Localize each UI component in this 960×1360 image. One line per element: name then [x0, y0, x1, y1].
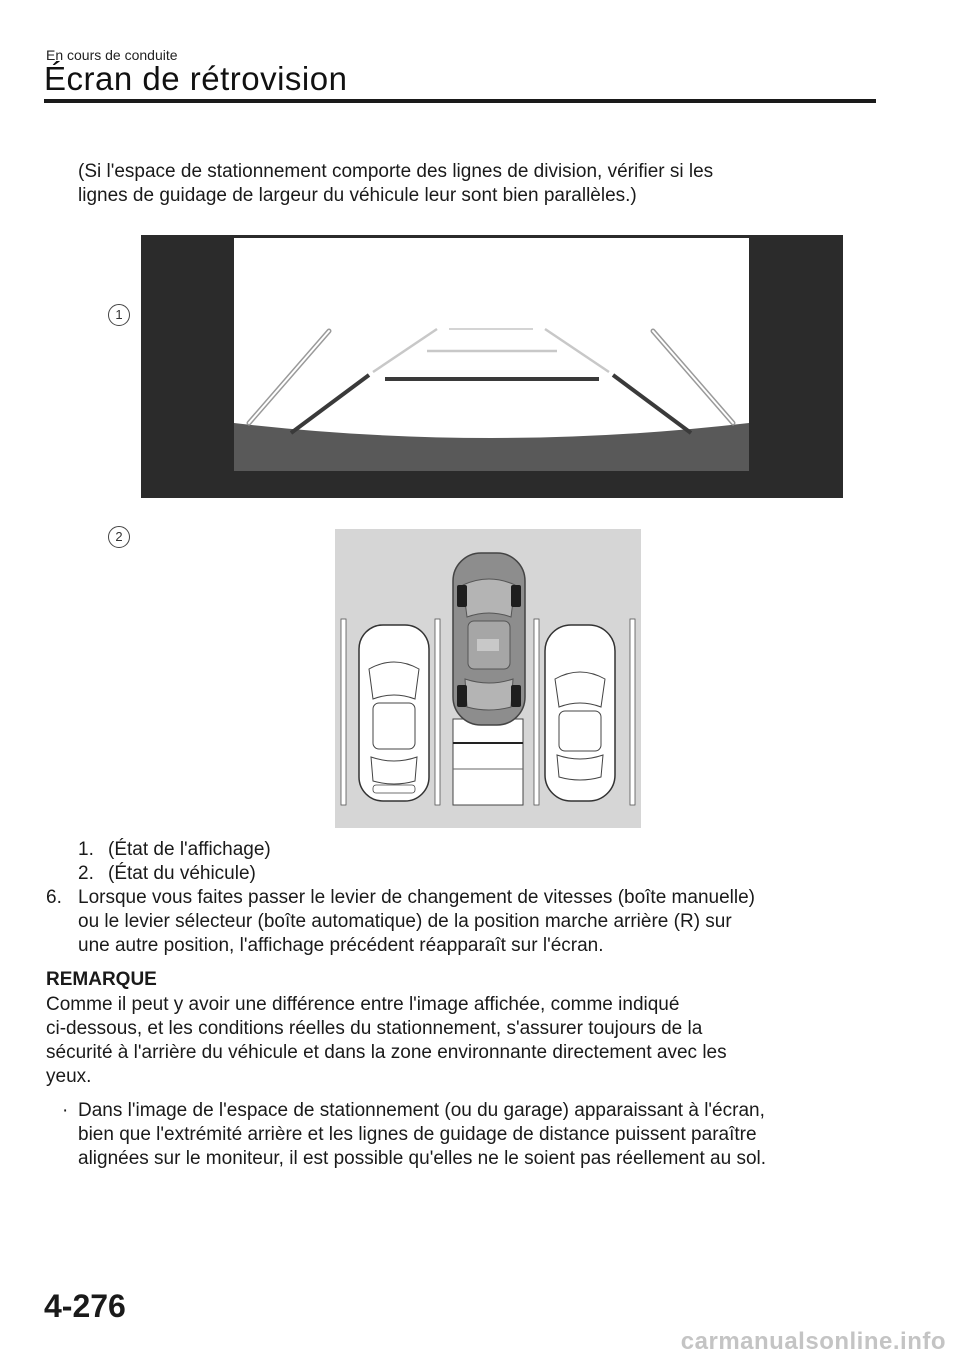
bullet-line-1: Dans l'image de l'espace de stationnement (ou du garage) apparaissant à l'écran,: [78, 1100, 765, 1121]
parked-car-left: [359, 625, 429, 801]
caption-2-number: 2.: [78, 863, 94, 884]
intro-line-2: lignes de guidage de largeur du véhicule leur sont bien parallèles.): [78, 185, 637, 206]
remark-line-2: ci-dessous, et les conditions réelles du stationnement, s'assurer toujours de la: [46, 1018, 703, 1039]
section-label: En cours de conduite: [46, 47, 178, 63]
parked-car-right: [545, 625, 615, 801]
remark-line-3: sécurité à l'arrière du véhicule et dans la zone environnante directement avec les: [46, 1042, 727, 1063]
page-title: Écran de rétrovision: [44, 60, 348, 97]
intro-line-1: (Si l'espace de stationnement comporte des lignes de division, vérifier si les: [78, 161, 714, 182]
caption-2-text: (État du véhicule): [108, 863, 256, 884]
reversing-car: [453, 553, 525, 725]
remark-line-4: yeux.: [46, 1066, 92, 1087]
caption-1-number: 1.: [78, 839, 94, 860]
bullet-marker: ·: [62, 1100, 69, 1121]
callout-2: 2: [108, 526, 130, 548]
bullet-line-2: bien que l'extrémité arrière et les lignes de guidage de distance puissent paraître: [78, 1124, 757, 1145]
bullet-line-3: alignées sur le moniteur, il est possible qu'elles ne le soient pas réellement au sol.: [78, 1148, 767, 1169]
remark-line-1: Comme il peut y avoir une différence entre l'image affichée, comme indiqué: [46, 994, 680, 1015]
step-6-line-1: Lorsque vous faites passer le levier de changement de vitesses (boîte manuelle): [78, 887, 755, 908]
callout-1: 1: [108, 304, 130, 326]
step-6-number: 6.: [46, 887, 62, 908]
title-rule: [44, 99, 876, 103]
rear-view-display-illustration: [141, 235, 843, 498]
step-6-line-3: une autre position, l'affichage précédent réapparaît sur l'écran.: [78, 935, 604, 956]
watermark: carmanualsonline.info: [680, 1328, 946, 1355]
parking-lot-illustration: [335, 529, 641, 828]
remark-heading: REMARQUE: [46, 969, 157, 990]
page-number: 4-276: [44, 1288, 126, 1324]
step-6-line-2: ou le levier sélecteur (boîte automatique) de la position marche arrière (R) sur: [78, 911, 732, 932]
caption-1-text: (État de l'affichage): [108, 839, 271, 860]
